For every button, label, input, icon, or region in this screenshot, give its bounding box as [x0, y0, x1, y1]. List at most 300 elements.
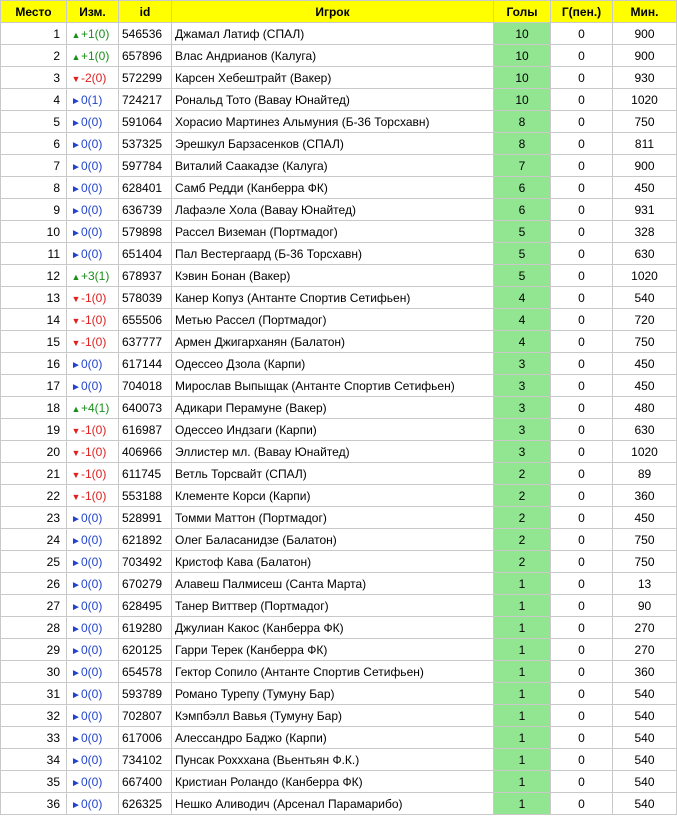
id-cell: 651404 — [119, 243, 172, 265]
triangle-right-icon: ► — [71, 535, 81, 547]
goals-cell: 4 — [494, 287, 551, 309]
player-cell: Рассел Виземан (Портмадог) — [172, 221, 494, 243]
change-value: 0(1) — [81, 92, 103, 107]
player-cell: Армен Джигарханян (Балатон) — [172, 331, 494, 353]
player-cell: Кристиан Роландо (Канберра ФК) — [172, 771, 494, 793]
player-cell: Пал Вестергаард (Б-36 Торсхавн) — [172, 243, 494, 265]
triangle-up-icon: ▲ — [71, 29, 81, 40]
table-row — [1, 485, 677, 507]
goals-cell: 3 — [494, 419, 551, 441]
player-cell: Канер Копуз (Антанте Спортив Сетифьен) — [172, 287, 494, 309]
table-row — [1, 529, 677, 551]
mins-cell: 540 — [613, 683, 677, 705]
goals-cell: 2 — [494, 485, 551, 507]
mins-cell: 540 — [613, 705, 677, 727]
triangle-down-icon: ▼ — [71, 425, 81, 436]
change-cell — [67, 23, 119, 45]
id-cell: 655506 — [119, 309, 172, 331]
table-row — [1, 705, 677, 727]
change-cell — [67, 705, 119, 727]
place-cell: 14 — [1, 309, 67, 331]
pen-cell: 0 — [551, 419, 613, 441]
pen-cell: 0 — [551, 397, 613, 419]
change-value: 0(0) — [81, 620, 103, 635]
change-value: 0(0) — [81, 532, 103, 547]
pen-cell: 0 — [551, 111, 613, 133]
triangle-right-icon: ► — [71, 755, 81, 767]
id-cell: 616987 — [119, 419, 172, 441]
change-value: -1(0) — [81, 466, 107, 481]
place-cell: 16 — [1, 353, 67, 375]
table-row — [1, 551, 677, 573]
change-value: +1(0) — [81, 48, 110, 63]
change-cell — [67, 793, 119, 815]
place-cell: 5 — [1, 111, 67, 133]
change-cell — [67, 331, 119, 353]
mins-cell: 360 — [613, 661, 677, 683]
table-row — [1, 441, 677, 463]
table-row — [1, 331, 677, 353]
id-cell: 611745 — [119, 463, 172, 485]
change-cell — [67, 749, 119, 771]
pen-cell: 0 — [551, 287, 613, 309]
change-cell — [67, 595, 119, 617]
table-row — [1, 463, 677, 485]
table-row — [1, 221, 677, 243]
change-cell — [67, 45, 119, 67]
mins-cell: 328 — [613, 221, 677, 243]
triangle-right-icon: ► — [71, 645, 81, 657]
place-cell: 9 — [1, 199, 67, 221]
change-cell — [67, 221, 119, 243]
mins-cell: 360 — [613, 485, 677, 507]
change-cell — [67, 507, 119, 529]
goals-cell: 1 — [494, 595, 551, 617]
change-value: 0(0) — [81, 752, 103, 767]
change-cell — [67, 265, 119, 287]
id-cell: 617006 — [119, 727, 172, 749]
change-cell — [67, 551, 119, 573]
pen-cell: 0 — [551, 331, 613, 353]
place-cell: 36 — [1, 793, 67, 815]
pen-cell: 0 — [551, 265, 613, 287]
triangle-right-icon: ► — [71, 249, 81, 261]
player-cell: Эрешкул Барзасенков (СПАЛ) — [172, 133, 494, 155]
pen-cell: 0 — [551, 705, 613, 727]
player-cell: Метью Рассел (Портмадог) — [172, 309, 494, 331]
change-cell — [67, 485, 119, 507]
place-cell: 17 — [1, 375, 67, 397]
id-cell: 579898 — [119, 221, 172, 243]
change-value: 0(0) — [81, 158, 103, 173]
player-cell: Самб Редди (Канберра ФК) — [172, 177, 494, 199]
triangle-right-icon: ► — [71, 799, 81, 811]
pen-cell: 0 — [551, 45, 613, 67]
mins-cell: 90 — [613, 595, 677, 617]
change-value: -1(0) — [81, 312, 107, 327]
mins-cell: 450 — [613, 507, 677, 529]
pen-cell: 0 — [551, 23, 613, 45]
pen-cell: 0 — [551, 485, 613, 507]
id-cell: 628495 — [119, 595, 172, 617]
table-row — [1, 309, 677, 331]
mins-cell: 450 — [613, 353, 677, 375]
triangle-right-icon: ► — [71, 117, 81, 129]
place-cell: 12 — [1, 265, 67, 287]
player-cell: Рональд Тото (Вавау Юнайтед) — [172, 89, 494, 111]
triangle-right-icon: ► — [71, 579, 81, 591]
place-cell: 8 — [1, 177, 67, 199]
goals-cell: 2 — [494, 551, 551, 573]
table-row — [1, 287, 677, 309]
place-cell: 26 — [1, 573, 67, 595]
place-cell: 29 — [1, 639, 67, 661]
place-cell: 22 — [1, 485, 67, 507]
pen-cell: 0 — [551, 67, 613, 89]
player-cell: Одессео Индзаги (Карпи) — [172, 419, 494, 441]
table-body — [1, 23, 677, 815]
header-place[interactable]: Место — [1, 1, 67, 23]
player-cell: Гарри Терек (Канберра ФК) — [172, 639, 494, 661]
table-row — [1, 265, 677, 287]
pen-cell: 0 — [551, 771, 613, 793]
change-cell — [67, 111, 119, 133]
goals-cell: 10 — [494, 23, 551, 45]
triangle-right-icon: ► — [71, 381, 81, 393]
goals-cell: 7 — [494, 155, 551, 177]
pen-cell: 0 — [551, 727, 613, 749]
change-value: 0(0) — [81, 246, 103, 261]
table-row — [1, 617, 677, 639]
pen-cell: 0 — [551, 661, 613, 683]
triangle-up-icon: ▲ — [71, 403, 81, 414]
triangle-down-icon: ▼ — [71, 293, 81, 304]
table-row — [1, 133, 677, 155]
goals-cell: 2 — [494, 507, 551, 529]
goals-cell: 6 — [494, 199, 551, 221]
change-value: 0(0) — [81, 554, 103, 569]
pen-cell: 0 — [551, 573, 613, 595]
player-cell: Романо Турепу (Тумуну Бар) — [172, 683, 494, 705]
player-cell: Алавеш Палмисеш (Санта Марта) — [172, 573, 494, 595]
pen-cell: 0 — [551, 793, 613, 815]
id-cell: 654578 — [119, 661, 172, 683]
change-cell — [67, 661, 119, 683]
goals-cell: 10 — [494, 45, 551, 67]
mins-cell: 540 — [613, 287, 677, 309]
change-cell — [67, 353, 119, 375]
change-cell — [67, 573, 119, 595]
place-cell: 25 — [1, 551, 67, 573]
triangle-down-icon: ▼ — [71, 337, 81, 348]
mins-cell: 1020 — [613, 441, 677, 463]
pen-cell: 0 — [551, 617, 613, 639]
goals-cell: 5 — [494, 221, 551, 243]
place-cell: 11 — [1, 243, 67, 265]
mins-cell: 540 — [613, 771, 677, 793]
id-cell: 703492 — [119, 551, 172, 573]
triangle-right-icon: ► — [71, 161, 81, 173]
place-cell: 24 — [1, 529, 67, 551]
triangle-down-icon: ▼ — [71, 491, 81, 502]
change-value: 0(0) — [81, 664, 103, 679]
goals-cell: 1 — [494, 749, 551, 771]
place-cell: 2 — [1, 45, 67, 67]
place-cell: 28 — [1, 617, 67, 639]
id-cell: 670279 — [119, 573, 172, 595]
pen-cell: 0 — [551, 133, 613, 155]
change-value: 0(0) — [81, 576, 103, 591]
player-cell: Ветль Торсвайт (СПАЛ) — [172, 463, 494, 485]
header-row — [1, 1, 677, 23]
id-cell: 621892 — [119, 529, 172, 551]
id-cell: 593789 — [119, 683, 172, 705]
id-cell: 619280 — [119, 617, 172, 639]
id-cell: 528991 — [119, 507, 172, 529]
change-cell — [67, 727, 119, 749]
triangle-right-icon: ► — [71, 689, 81, 701]
change-value: 0(0) — [81, 136, 103, 151]
table-row — [1, 89, 677, 111]
pen-cell: 0 — [551, 309, 613, 331]
goals-cell: 2 — [494, 529, 551, 551]
player-cell: Танер Виттвер (Портмадог) — [172, 595, 494, 617]
goals-cell: 4 — [494, 331, 551, 353]
table-row — [1, 507, 677, 529]
change-value: 0(0) — [81, 510, 103, 525]
player-cell: Алессандро Баджо (Карпи) — [172, 727, 494, 749]
table-row — [1, 771, 677, 793]
header-change[interactable]: Изм. — [67, 1, 119, 23]
triangle-right-icon: ► — [71, 667, 81, 679]
change-cell — [67, 683, 119, 705]
change-cell — [67, 155, 119, 177]
player-cell: Мирослав Выпыщак (Антанте Спортив Сетифьен) — [172, 375, 494, 397]
header-goals[interactable]: Голы — [494, 1, 551, 23]
player-cell: Кристоф Кава (Балатон) — [172, 551, 494, 573]
table-row — [1, 595, 677, 617]
mins-cell: 931 — [613, 199, 677, 221]
place-cell: 20 — [1, 441, 67, 463]
id-cell: 637777 — [119, 331, 172, 353]
place-cell: 6 — [1, 133, 67, 155]
goals-cell: 5 — [494, 243, 551, 265]
pen-cell: 0 — [551, 463, 613, 485]
mins-cell: 900 — [613, 45, 677, 67]
mins-cell: 270 — [613, 639, 677, 661]
id-cell: 640073 — [119, 397, 172, 419]
pen-cell: 0 — [551, 243, 613, 265]
table-row — [1, 683, 677, 705]
goals-cell: 1 — [494, 661, 551, 683]
change-value: -1(0) — [81, 334, 107, 349]
mins-cell: 1020 — [613, 89, 677, 111]
player-cell: Джулиан Какос (Канберра ФК) — [172, 617, 494, 639]
id-cell: 537325 — [119, 133, 172, 155]
mins-cell: 540 — [613, 793, 677, 815]
place-cell: 21 — [1, 463, 67, 485]
id-cell: 702807 — [119, 705, 172, 727]
place-cell: 31 — [1, 683, 67, 705]
change-value: -1(0) — [81, 422, 107, 437]
triangle-right-icon: ► — [71, 777, 81, 789]
change-value: +3(1) — [81, 268, 110, 283]
mins-cell: 811 — [613, 133, 677, 155]
id-cell: 406966 — [119, 441, 172, 463]
table-row — [1, 67, 677, 89]
change-value: -1(0) — [81, 444, 107, 459]
id-cell: 667400 — [119, 771, 172, 793]
change-value: 0(0) — [81, 378, 103, 393]
header-pen[interactable]: Г(пен.) — [551, 1, 613, 23]
place-cell: 32 — [1, 705, 67, 727]
mins-cell: 750 — [613, 551, 677, 573]
id-cell: 657896 — [119, 45, 172, 67]
mins-cell: 450 — [613, 375, 677, 397]
player-cell: Томми Маттон (Портмадог) — [172, 507, 494, 529]
change-cell — [67, 463, 119, 485]
place-cell: 13 — [1, 287, 67, 309]
pen-cell: 0 — [551, 683, 613, 705]
mins-cell: 900 — [613, 155, 677, 177]
pen-cell: 0 — [551, 529, 613, 551]
change-cell — [67, 441, 119, 463]
player-cell: Клементе Корси (Карпи) — [172, 485, 494, 507]
id-cell: 597784 — [119, 155, 172, 177]
change-value: -2(0) — [81, 70, 107, 85]
change-value: +1(0) — [81, 26, 110, 41]
triangle-right-icon: ► — [71, 139, 81, 151]
triangle-down-icon: ▼ — [71, 315, 81, 326]
change-cell — [67, 617, 119, 639]
place-cell: 1 — [1, 23, 67, 45]
goals-cell: 3 — [494, 441, 551, 463]
change-value: 0(0) — [81, 202, 103, 217]
change-value: 0(0) — [81, 796, 103, 811]
change-value: 0(0) — [81, 730, 103, 745]
header-player[interactable]: Игрок — [172, 1, 494, 23]
pen-cell: 0 — [551, 375, 613, 397]
header-mins[interactable]: Мин. — [613, 1, 677, 23]
change-value: +4(1) — [81, 400, 110, 415]
player-cell: Хорасио Мартинез Альмуния (Б-36 Торсхавн) — [172, 111, 494, 133]
mins-cell: 540 — [613, 749, 677, 771]
goals-cell: 1 — [494, 573, 551, 595]
place-cell: 35 — [1, 771, 67, 793]
table-row — [1, 111, 677, 133]
table-row — [1, 419, 677, 441]
id-cell: 734102 — [119, 749, 172, 771]
triangle-right-icon: ► — [71, 733, 81, 745]
id-cell: 678937 — [119, 265, 172, 287]
pen-cell: 0 — [551, 441, 613, 463]
goals-cell: 2 — [494, 463, 551, 485]
change-value: 0(0) — [81, 224, 103, 239]
place-cell: 23 — [1, 507, 67, 529]
player-cell: Пунсак Рохххана (Вьентьян Ф.К.) — [172, 749, 494, 771]
table-row — [1, 749, 677, 771]
triangle-down-icon: ▼ — [71, 469, 81, 480]
table-row — [1, 639, 677, 661]
player-cell: Кэвин Бонан (Вакер) — [172, 265, 494, 287]
change-value: 0(0) — [81, 642, 103, 657]
triangle-right-icon: ► — [71, 359, 81, 371]
place-cell: 30 — [1, 661, 67, 683]
change-cell — [67, 309, 119, 331]
triangle-right-icon: ► — [71, 601, 81, 613]
goals-cell: 6 — [494, 177, 551, 199]
triangle-up-icon: ▲ — [71, 271, 81, 282]
mins-cell: 720 — [613, 309, 677, 331]
player-cell: Одессео Дзола (Карпи) — [172, 353, 494, 375]
mins-cell: 750 — [613, 529, 677, 551]
mins-cell: 900 — [613, 23, 677, 45]
goals-cell: 5 — [494, 265, 551, 287]
place-cell: 33 — [1, 727, 67, 749]
change-cell — [67, 529, 119, 551]
goals-cell: 1 — [494, 771, 551, 793]
triangle-right-icon: ► — [71, 623, 81, 635]
change-value: 0(0) — [81, 114, 103, 129]
goals-cell: 3 — [494, 353, 551, 375]
triangle-right-icon: ► — [71, 183, 81, 195]
id-cell: 724217 — [119, 89, 172, 111]
triangle-right-icon: ► — [71, 513, 81, 525]
mins-cell: 13 — [613, 573, 677, 595]
id-cell: 553188 — [119, 485, 172, 507]
id-cell: 636739 — [119, 199, 172, 221]
id-cell: 617144 — [119, 353, 172, 375]
place-cell: 19 — [1, 419, 67, 441]
change-value: -1(0) — [81, 290, 107, 305]
mins-cell: 630 — [613, 419, 677, 441]
pen-cell: 0 — [551, 89, 613, 111]
mins-cell: 89 — [613, 463, 677, 485]
pen-cell: 0 — [551, 221, 613, 243]
player-cell: Виталий Саакадзе (Калуга) — [172, 155, 494, 177]
table-row — [1, 353, 677, 375]
change-value: 0(0) — [81, 356, 103, 371]
place-cell: 7 — [1, 155, 67, 177]
mins-cell: 480 — [613, 397, 677, 419]
change-value: 0(0) — [81, 708, 103, 723]
table-row — [1, 199, 677, 221]
change-cell — [67, 67, 119, 89]
mins-cell: 450 — [613, 177, 677, 199]
mins-cell: 1020 — [613, 265, 677, 287]
header-id[interactable]: id — [119, 1, 172, 23]
change-value: 0(0) — [81, 598, 103, 613]
goals-cell: 8 — [494, 133, 551, 155]
mins-cell: 540 — [613, 727, 677, 749]
triangle-right-icon: ► — [71, 95, 81, 107]
mins-cell: 750 — [613, 331, 677, 353]
player-cell: Карсен Хебештрайт (Вакер) — [172, 67, 494, 89]
triangle-right-icon: ► — [71, 227, 81, 239]
table-row — [1, 661, 677, 683]
change-value: 0(0) — [81, 180, 103, 195]
change-value: 0(0) — [81, 686, 103, 701]
player-cell: Гектор Сопило (Антанте Спортив Сетифьен) — [172, 661, 494, 683]
place-cell: 3 — [1, 67, 67, 89]
pen-cell: 0 — [551, 177, 613, 199]
mins-cell: 630 — [613, 243, 677, 265]
change-cell — [67, 133, 119, 155]
id-cell: 572299 — [119, 67, 172, 89]
table-row — [1, 727, 677, 749]
place-cell: 27 — [1, 595, 67, 617]
change-cell — [67, 419, 119, 441]
